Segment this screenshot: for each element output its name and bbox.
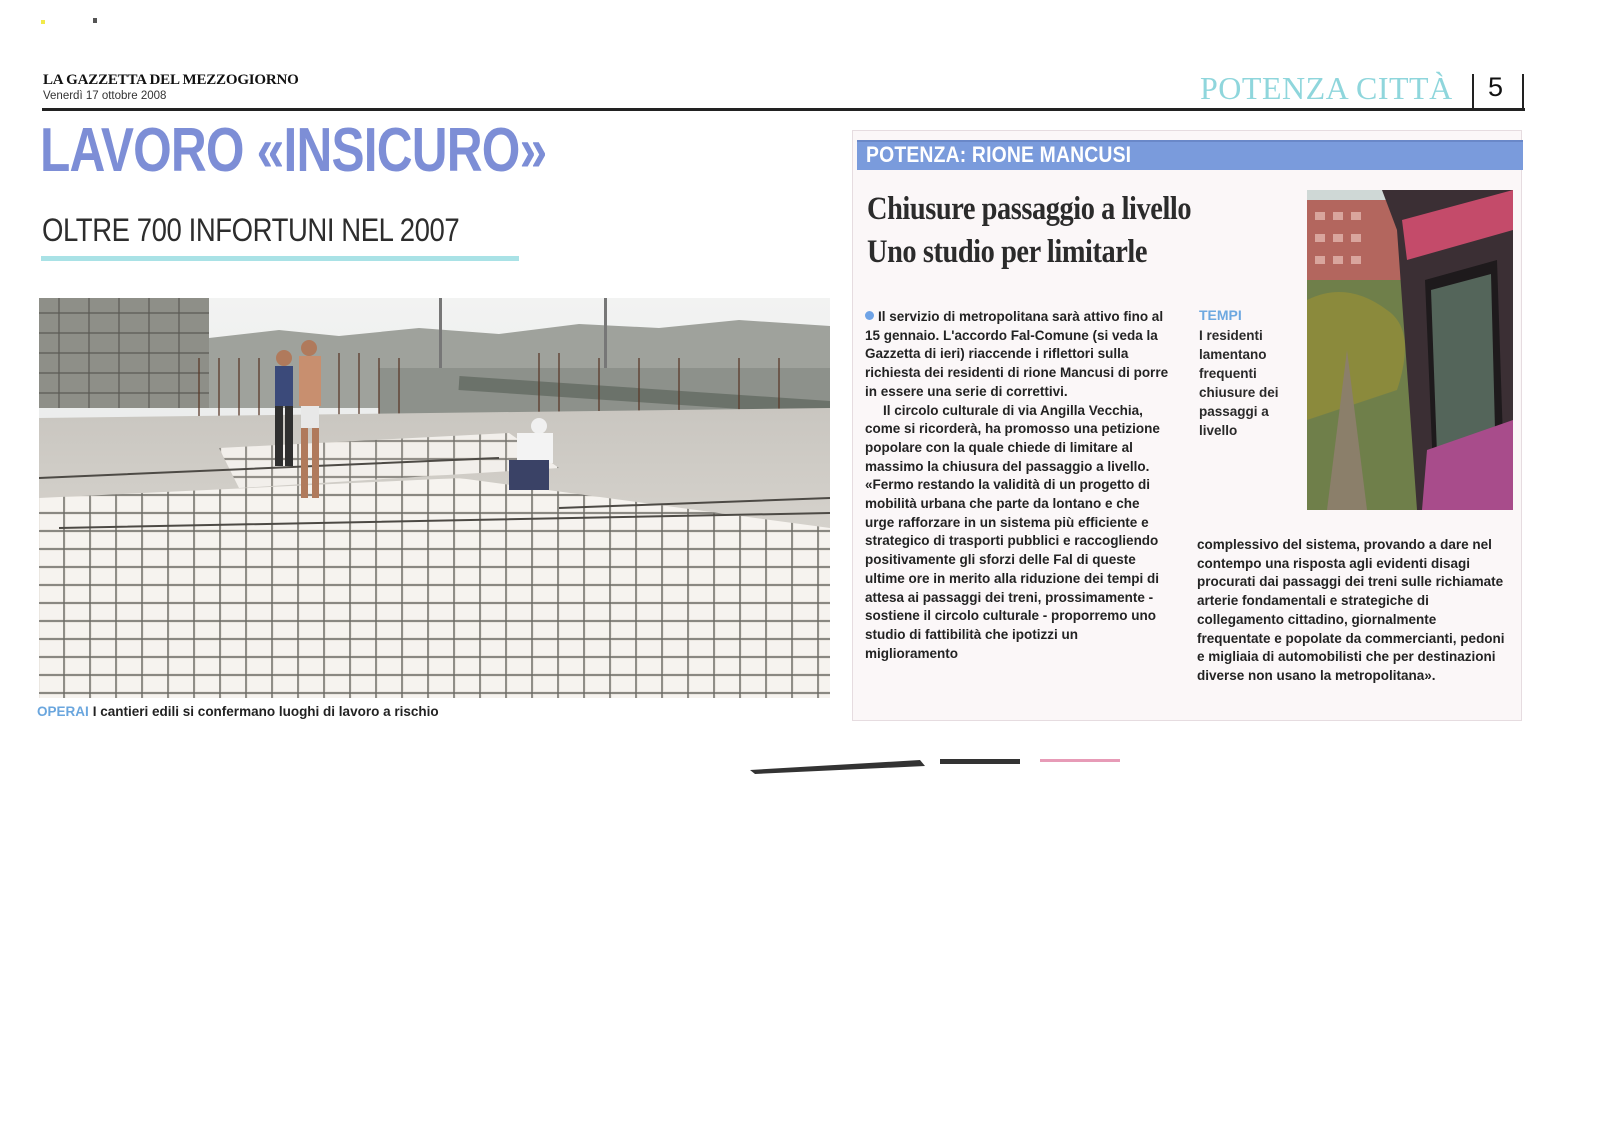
train-photo (1307, 190, 1513, 510)
caption-text: I cantieri edili si confermano luoghi di lavoro a rischio (92, 704, 439, 719)
construction-site-photo (39, 298, 830, 698)
article-paragraph (865, 308, 1171, 402)
photo-caption (37, 704, 439, 719)
section-divider (1472, 74, 1474, 108)
bullet-icon (865, 311, 874, 320)
subheadline: OLTRE 700 INFORTUNI NEL 2007 (42, 212, 460, 248)
article-kicker: POTENZA: RIONE MANCUSI (866, 142, 1132, 167)
article-paragraph: complessivo del sistema, provando a dare nel contempo una risposta agli evidenti disagi procurati dai passaggi dei treni sulle richiamate arterie fondamentali e strategiche di collegamento cittadino, giornalmente frequentate e popolate da commercianti, pedoni e migliaia di automobilisti che per destinazioni diverse non usano la metropolitana». (1197, 537, 1505, 683)
main-headline: LAVORO «INSICURO» (40, 116, 547, 185)
headline-line: Uno studio per limitarle (867, 234, 1148, 270)
headline-line: Chiusure passaggio a livello (867, 191, 1192, 227)
article-column (1197, 536, 1509, 686)
caption-kicker: OPERAI (37, 704, 89, 719)
page-number: 5 (1488, 72, 1504, 102)
article-paragraph (865, 402, 1171, 664)
article-headline (867, 188, 1237, 274)
section-divider (1522, 74, 1524, 108)
header-rule (42, 108, 1525, 111)
newspaper-masthead: LA GAZZETTA DEL MEZZOGIORNO (43, 72, 299, 88)
issue-date: Venerdì 17 ottobre 2008 (43, 90, 167, 102)
torn-edge-scrap (750, 754, 1130, 779)
subheadline-rule (41, 256, 519, 261)
scan-speck (93, 18, 97, 23)
paragraph-text: Il circolo culturale di via Angilla Vecchia, come si ricorderà, ha promosso una petizione popolare con la quale chiede di limitare al massimo la chiusura del passaggio a livello. «Fermo restando la validità di un progetto di mobilità urbana che parte da lontano e che urge rafforzare in un sistema più efficiente e strategico di trasporti pubblici e raccogliendo positivamente gli sforzi delle Fal di queste ultime ore in merito alla riduzione dei tempi di attesa ai passaggi dei treni, prossimamente - sostiene il circolo culturale - proporremo uno studio di fattibilità che ipotizzi un miglioramento (865, 402, 1160, 661)
scan-speck (41, 20, 45, 24)
paragraph-text: Il servizio di metropolitana sarà attivo fino al 15 gennaio. L'accordo Fal-Comune (si veda la Gazzetta di ieri) riaccende i riflettori sulla richiesta dei residenti di rione Mancusi di porre in essere una serie di correttivi. (865, 309, 1169, 399)
section-title: POTENZA CITTÀ (1200, 70, 1453, 106)
article-column (865, 308, 1171, 663)
sidebar-label: TEMPI (1199, 307, 1242, 323)
sidebar-text: I residenti lamentano frequenti chiusure dei passaggi a livello (1199, 328, 1279, 438)
